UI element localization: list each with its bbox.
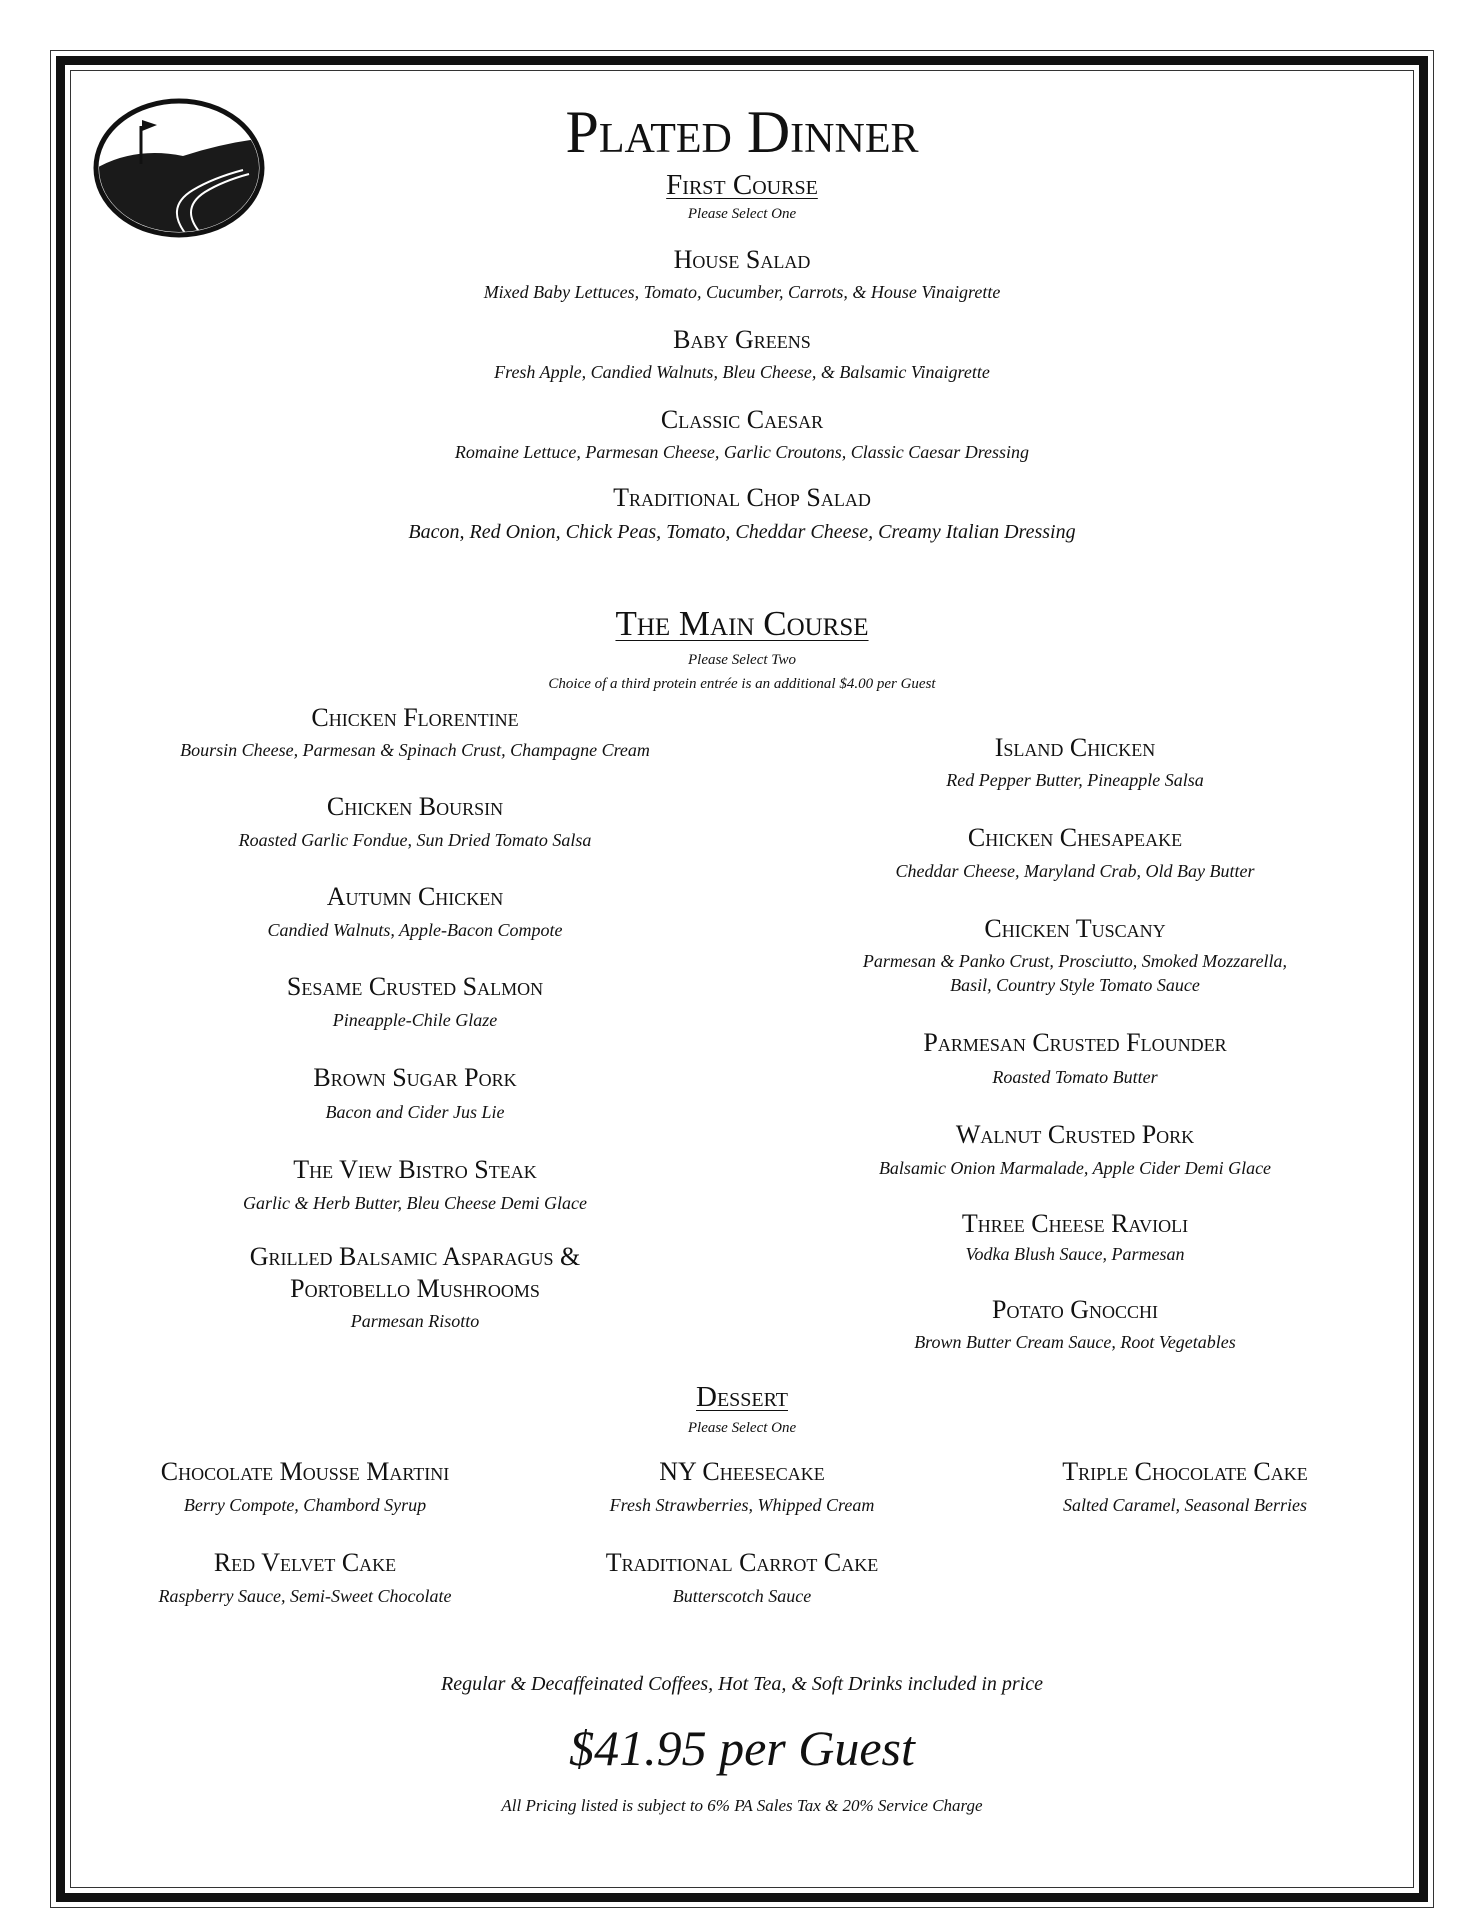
- first-course-instruction: Please Select One: [687, 206, 797, 222]
- dish-description: Roasted Garlic Fondue, Sun Dried Tomato Salsa: [238, 830, 592, 850]
- first-course-section: [0, 168, 1484, 544]
- menu-item: [140, 1154, 690, 1215]
- menu-item: [800, 1208, 1350, 1266]
- main-course-note: Choice of a third protein entrée is an additional $4.00 per Guest: [548, 676, 936, 692]
- dish-name: Baby Greens: [673, 325, 811, 354]
- dish-name: Potato Gnocchi: [992, 1295, 1158, 1324]
- first-course-heading: First Course: [666, 169, 818, 201]
- dish-description: Vodka Blush Sauce, Parmesan: [965, 1244, 1185, 1264]
- dish-name: Brown Sugar Pork: [313, 1063, 517, 1092]
- dish-description: Red Pepper Butter, Pineapple Salsa: [946, 770, 1204, 790]
- dish-description: Candied Walnuts, Apple-Bacon Compote: [267, 920, 563, 940]
- dish-description: Fresh Strawberries, Whipped Cream: [609, 1495, 875, 1515]
- dessert-instruction: Please Select One: [687, 1420, 797, 1436]
- dish-name: NY Cheesecake: [659, 1457, 825, 1486]
- dish-name: Red Velvet Cake: [213, 1548, 397, 1577]
- menu-item: [0, 324, 1484, 384]
- dish-name: Sesame Crusted Salmon: [286, 972, 544, 1001]
- dish-description: Boursin Cheese, Parmesan & Spinach Crust, Champagne Cream: [180, 740, 650, 760]
- main-course-left-column: [140, 702, 690, 1333]
- dish-name: Grilled Balsamic Asparagus &: [249, 1242, 581, 1271]
- dish-name: Chicken Boursin: [326, 792, 504, 821]
- dish-name: Parmesan Crusted Flounder: [923, 1028, 1227, 1057]
- dish-description: Cheddar Cheese, Maryland Crab, Old Bay Butter: [895, 861, 1255, 881]
- dessert-heading: Dessert: [696, 1381, 788, 1413]
- menu-item: [800, 913, 1350, 997]
- dish-name: Chicken Chesapeake: [967, 823, 1183, 852]
- menu-item: [537, 1456, 947, 1517]
- dessert-header: [0, 1380, 1484, 1438]
- menu-item: [800, 822, 1350, 883]
- dish-description: Bacon, Red Onion, Chick Peas, Tomato, Cheddar Cheese, Creamy Italian Dressing: [408, 521, 1076, 543]
- dish-name: Traditional Chop Salad: [613, 483, 871, 512]
- dish-description: Berry Compote, Chambord Syrup: [183, 1495, 427, 1515]
- dish-name: Three Cheese Ravioli: [961, 1209, 1189, 1238]
- dish-name: Triple Chocolate Cake: [1062, 1457, 1308, 1486]
- dish-description: Garlic & Herb Butter, Bleu Cheese Demi Glace: [243, 1193, 587, 1213]
- dish-name: Island Chicken: [994, 733, 1156, 762]
- dish-name: Classic Caesar: [660, 405, 824, 434]
- dish-name: Autumn Chicken: [326, 882, 504, 911]
- dish-name: Traditional Carrot Cake: [605, 1548, 879, 1577]
- dish-description: Roasted Tomato Butter: [992, 1067, 1158, 1087]
- dish-description: Salted Caramel, Seasonal Berries: [1063, 1495, 1307, 1515]
- dish-name: House Salad: [673, 245, 811, 274]
- dish-description-line-2: Basil, Country Style Tomato Sauce: [950, 975, 1200, 995]
- main-course-right-column: [800, 732, 1350, 1354]
- main-course-header: [0, 604, 1484, 694]
- menu-item: [800, 732, 1350, 792]
- main-course-instruction: Please Select Two: [687, 652, 797, 668]
- dish-name: Walnut Crusted Pork: [955, 1120, 1195, 1149]
- dish-description: Fresh Apple, Candied Walnuts, Bleu Cheese, & Balsamic Vinaigrette: [494, 362, 990, 382]
- menu-item: [0, 404, 1484, 464]
- menu-item: [140, 791, 690, 852]
- dish-description: Mixed Baby Lettuces, Tomato, Cucumber, Carrots, & House Vinaigrette: [483, 282, 1001, 302]
- menu-item: [800, 1027, 1350, 1089]
- dish-description: Parmesan Risotto: [350, 1311, 480, 1331]
- dish-description: Raspberry Sauce, Semi-Sweet Chocolate: [158, 1586, 452, 1606]
- menu-item: [100, 1547, 510, 1608]
- menu-item: [140, 971, 690, 1032]
- dish-description: Brown Butter Cream Sauce, Root Vegetables: [914, 1332, 1236, 1352]
- menu-item: [140, 1062, 690, 1124]
- menu-item: [537, 1547, 947, 1608]
- dish-name: The View Bistro Steak: [293, 1155, 537, 1184]
- dish-description: Parmesan & Panko Crust, Prosciutto, Smoked Mozzarella,: [862, 951, 1288, 971]
- tax-note: All Pricing listed is subject to 6% PA Sales Tax & 20% Service Charge: [501, 1796, 983, 1815]
- menu-item: [0, 244, 1484, 304]
- dish-name: Chocolate Mousse Martini: [160, 1457, 450, 1486]
- main-course-heading: The Main Course: [615, 604, 869, 643]
- menu-item: [800, 1294, 1350, 1354]
- dish-name: Chicken Florentine: [311, 703, 519, 732]
- dish-description: Romaine Lettuce, Parmesan Cheese, Garlic Croutons, Classic Caesar Dressing: [454, 442, 1030, 462]
- beverages-note: Regular & Decaffeinated Coffees, Hot Tea, & Soft Drinks included in price: [441, 1673, 1043, 1695]
- dish-description: Butterscotch Sauce: [672, 1586, 812, 1606]
- dish-description: Bacon and Cider Jus Lie: [325, 1102, 505, 1122]
- menu-item: [0, 482, 1484, 544]
- menu-item: [140, 1241, 690, 1333]
- menu-item: [100, 1456, 510, 1517]
- menu-item: [140, 881, 690, 942]
- menu-item: [140, 702, 690, 762]
- dish-name: Chicken Tuscany: [984, 914, 1166, 943]
- dish-description: Balsamic Onion Marmalade, Apple Cider Demi Glace: [878, 1158, 1272, 1178]
- menu-item: [980, 1456, 1390, 1517]
- dish-name-line-2: Portobello Mushrooms: [290, 1274, 540, 1303]
- price-per-guest: $41.95 per Guest: [569, 1720, 915, 1776]
- dish-description: Pineapple-Chile Glaze: [332, 1010, 498, 1030]
- page-title: Plated Dinner: [565, 99, 919, 165]
- menu-item: [800, 1119, 1350, 1180]
